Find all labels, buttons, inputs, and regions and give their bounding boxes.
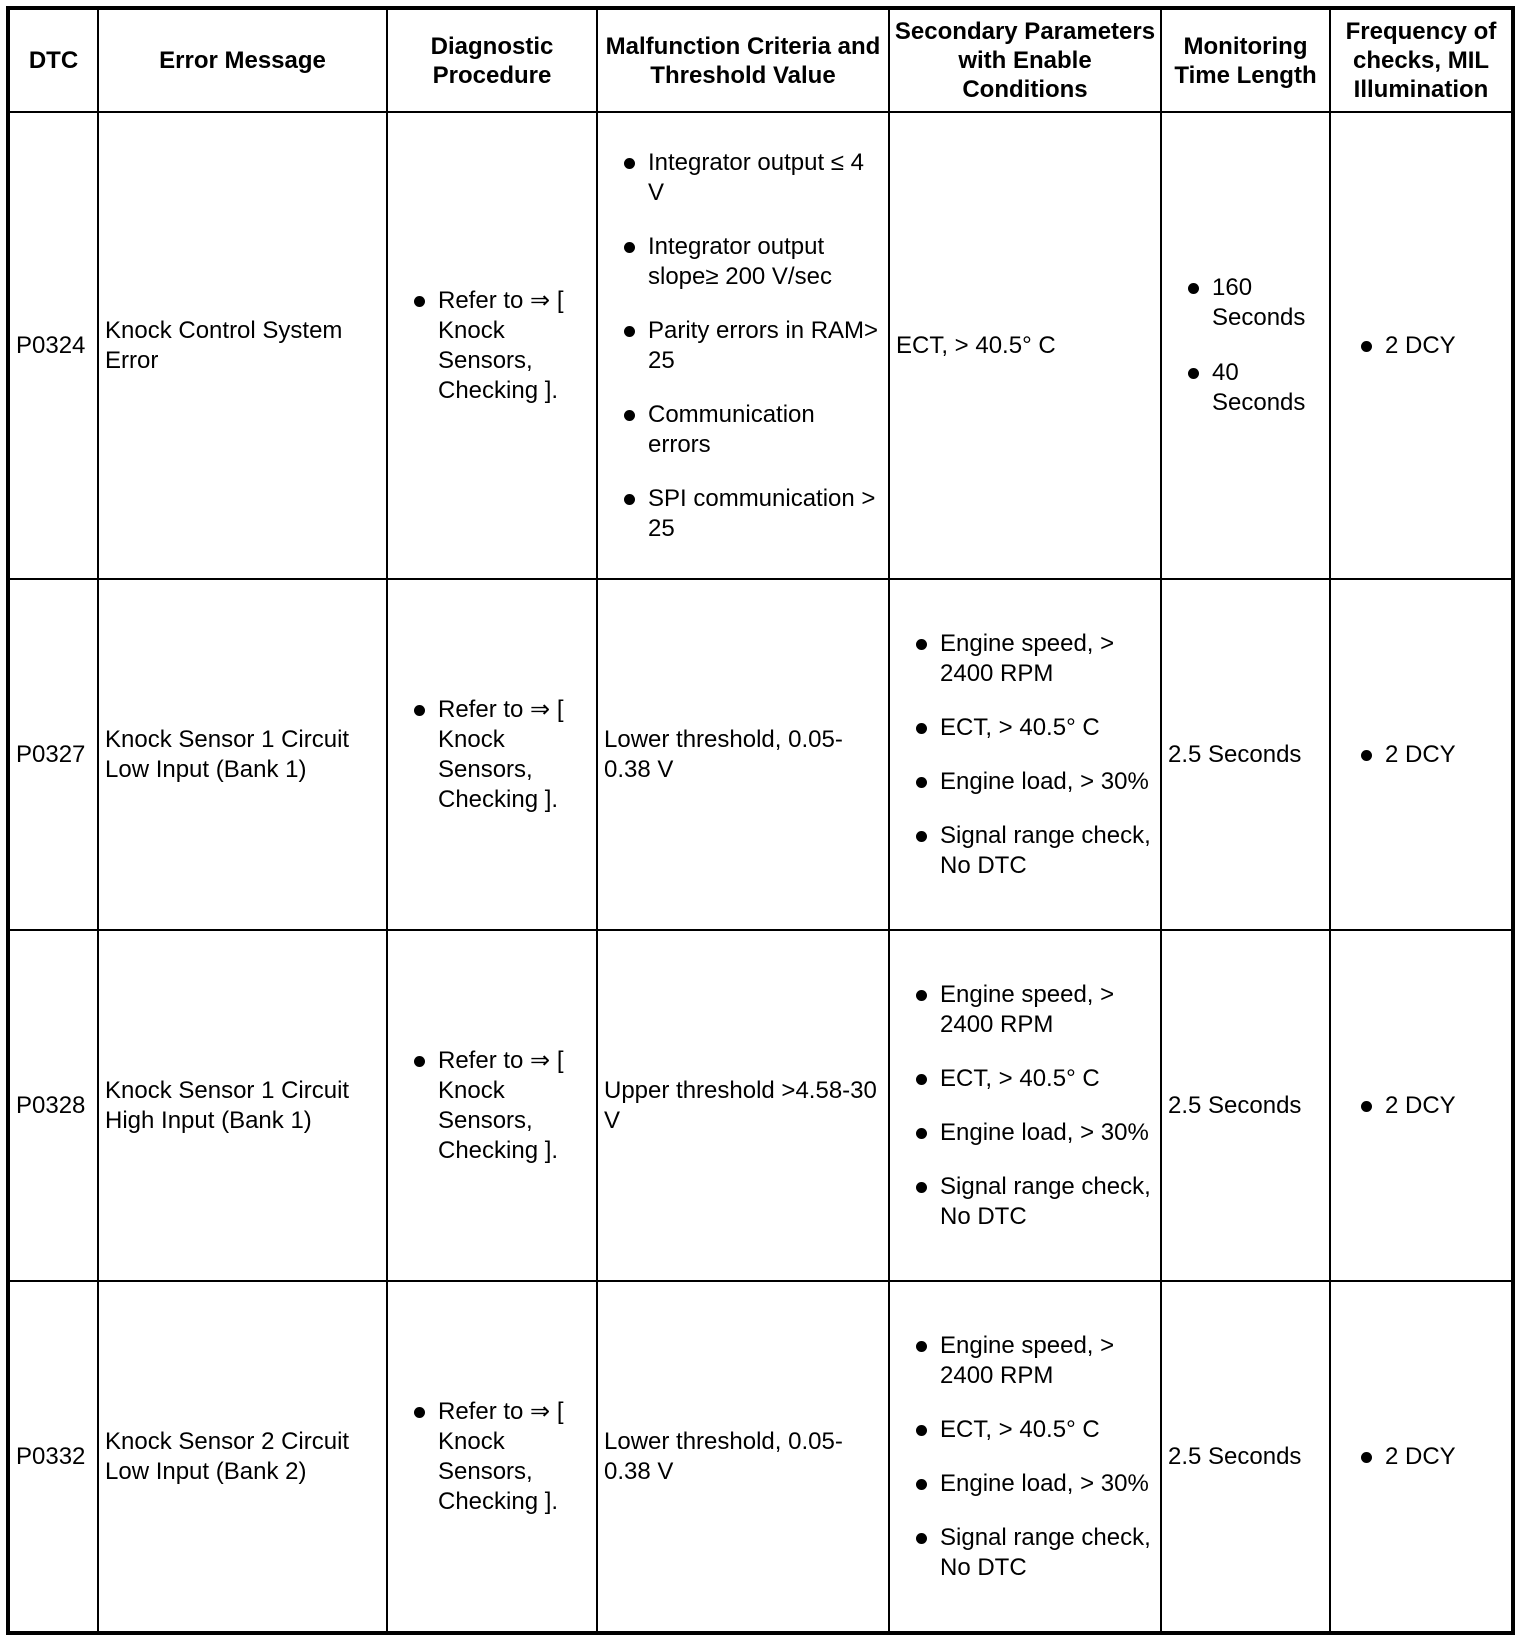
secondary-item: Engine load, > 30% bbox=[896, 1118, 1154, 1148]
frequency bbox=[1330, 930, 1513, 1281]
criteria-item: Communication errors bbox=[604, 400, 882, 460]
secondary-item: Engine speed, > 2400 RPM bbox=[896, 980, 1154, 1040]
diagnostic-link[interactable]: Refer to ⇒ [ Knock Sensors, Checking ]. bbox=[394, 1397, 590, 1517]
dtc-table bbox=[6, 6, 1515, 1635]
diagnostic-link[interactable]: Refer to ⇒ [ Knock Sensors, Checking ]. bbox=[394, 1046, 590, 1166]
malfunction-criteria: Lower threshold, 0.05-0.38 V bbox=[597, 579, 889, 930]
frequency bbox=[1330, 1281, 1513, 1633]
error-message: Knock Control System Error bbox=[98, 112, 387, 579]
secondary-item: ECT, > 40.5° C bbox=[896, 1415, 1154, 1445]
table-row bbox=[8, 1281, 1513, 1633]
header-secondary-parameters: Secondary Parameters with Enable Conditions bbox=[889, 8, 1161, 112]
header-diagnostic-procedure: Diagnostic Procedure bbox=[387, 8, 597, 112]
secondary-parameters: ECT, > 40.5° C bbox=[889, 112, 1161, 579]
criteria-item: Parity errors in RAM> 25 bbox=[604, 316, 882, 376]
secondary-parameters bbox=[889, 1281, 1161, 1633]
secondary-item: Engine speed, > 2400 RPM bbox=[896, 629, 1154, 689]
monitoring-item: 40 Seconds bbox=[1168, 358, 1323, 418]
header-malfunction-criteria: Malfunction Criteria and Threshold Value bbox=[597, 8, 889, 112]
dtc-code: P0327 bbox=[8, 579, 98, 930]
header-row bbox=[8, 8, 1513, 112]
diagnostic-procedure bbox=[387, 1281, 597, 1633]
monitoring-time: 2.5 Seconds bbox=[1161, 930, 1330, 1281]
secondary-item: Signal range check, No DTC bbox=[896, 1523, 1154, 1583]
diagnostic-link[interactable]: Refer to ⇒ [ Knock Sensors, Checking ]. bbox=[394, 695, 590, 815]
diagnostic-link[interactable]: Refer to ⇒ [ Knock Sensors, Checking ]. bbox=[394, 286, 590, 406]
dtc-code: P0328 bbox=[8, 930, 98, 1281]
frequency-item: 2 DCY bbox=[1337, 1442, 1505, 1472]
secondary-parameters bbox=[889, 579, 1161, 930]
secondary-item: Engine load, > 30% bbox=[896, 1469, 1154, 1499]
header-monitoring-time: Monitoring Time Length bbox=[1161, 8, 1330, 112]
criteria-item: Integrator output slope≥ 200 V/sec bbox=[604, 232, 882, 292]
table-row bbox=[8, 579, 1513, 930]
diagnostic-procedure bbox=[387, 112, 597, 579]
error-message: Knock Sensor 2 Circuit Low Input (Bank 2) bbox=[98, 1281, 387, 1633]
frequency-item: 2 DCY bbox=[1337, 331, 1505, 361]
header-frequency: Frequency of checks, MIL Illumination bbox=[1330, 8, 1513, 112]
secondary-item: Engine load, > 30% bbox=[896, 767, 1154, 797]
secondary-item: ECT, > 40.5° C bbox=[896, 1064, 1154, 1094]
frequency-item: 2 DCY bbox=[1337, 1091, 1505, 1121]
frequency bbox=[1330, 579, 1513, 930]
secondary-item: ECT, > 40.5° C bbox=[896, 713, 1154, 743]
malfunction-criteria: Lower threshold, 0.05-0.38 V bbox=[597, 1281, 889, 1633]
frequency bbox=[1330, 112, 1513, 579]
monitoring-time bbox=[1161, 112, 1330, 579]
monitoring-item: 160 Seconds bbox=[1168, 273, 1323, 333]
frequency-item: 2 DCY bbox=[1337, 740, 1505, 770]
error-message: Knock Sensor 1 Circuit Low Input (Bank 1) bbox=[98, 579, 387, 930]
header-error-message: Error Message bbox=[98, 8, 387, 112]
dtc-code: P0332 bbox=[8, 1281, 98, 1633]
criteria-item: Integrator output ≤ 4 V bbox=[604, 148, 882, 208]
monitoring-time: 2.5 Seconds bbox=[1161, 579, 1330, 930]
diagnostic-procedure bbox=[387, 579, 597, 930]
secondary-parameters bbox=[889, 930, 1161, 1281]
malfunction-criteria: Upper threshold >4.58-30 V bbox=[597, 930, 889, 1281]
diagnostic-procedure bbox=[387, 930, 597, 1281]
table-row bbox=[8, 930, 1513, 1281]
malfunction-criteria bbox=[597, 112, 889, 579]
monitoring-time: 2.5 Seconds bbox=[1161, 1281, 1330, 1633]
table-row bbox=[8, 112, 1513, 579]
secondary-item: Engine speed, > 2400 RPM bbox=[896, 1331, 1154, 1391]
secondary-item: Signal range check, No DTC bbox=[896, 821, 1154, 881]
error-message: Knock Sensor 1 Circuit High Input (Bank 1) bbox=[98, 930, 387, 1281]
secondary-item: Signal range check, No DTC bbox=[896, 1172, 1154, 1232]
dtc-code: P0324 bbox=[8, 112, 98, 579]
header-dtc: DTC bbox=[8, 8, 98, 112]
criteria-item: SPI communication > 25 bbox=[604, 484, 882, 544]
